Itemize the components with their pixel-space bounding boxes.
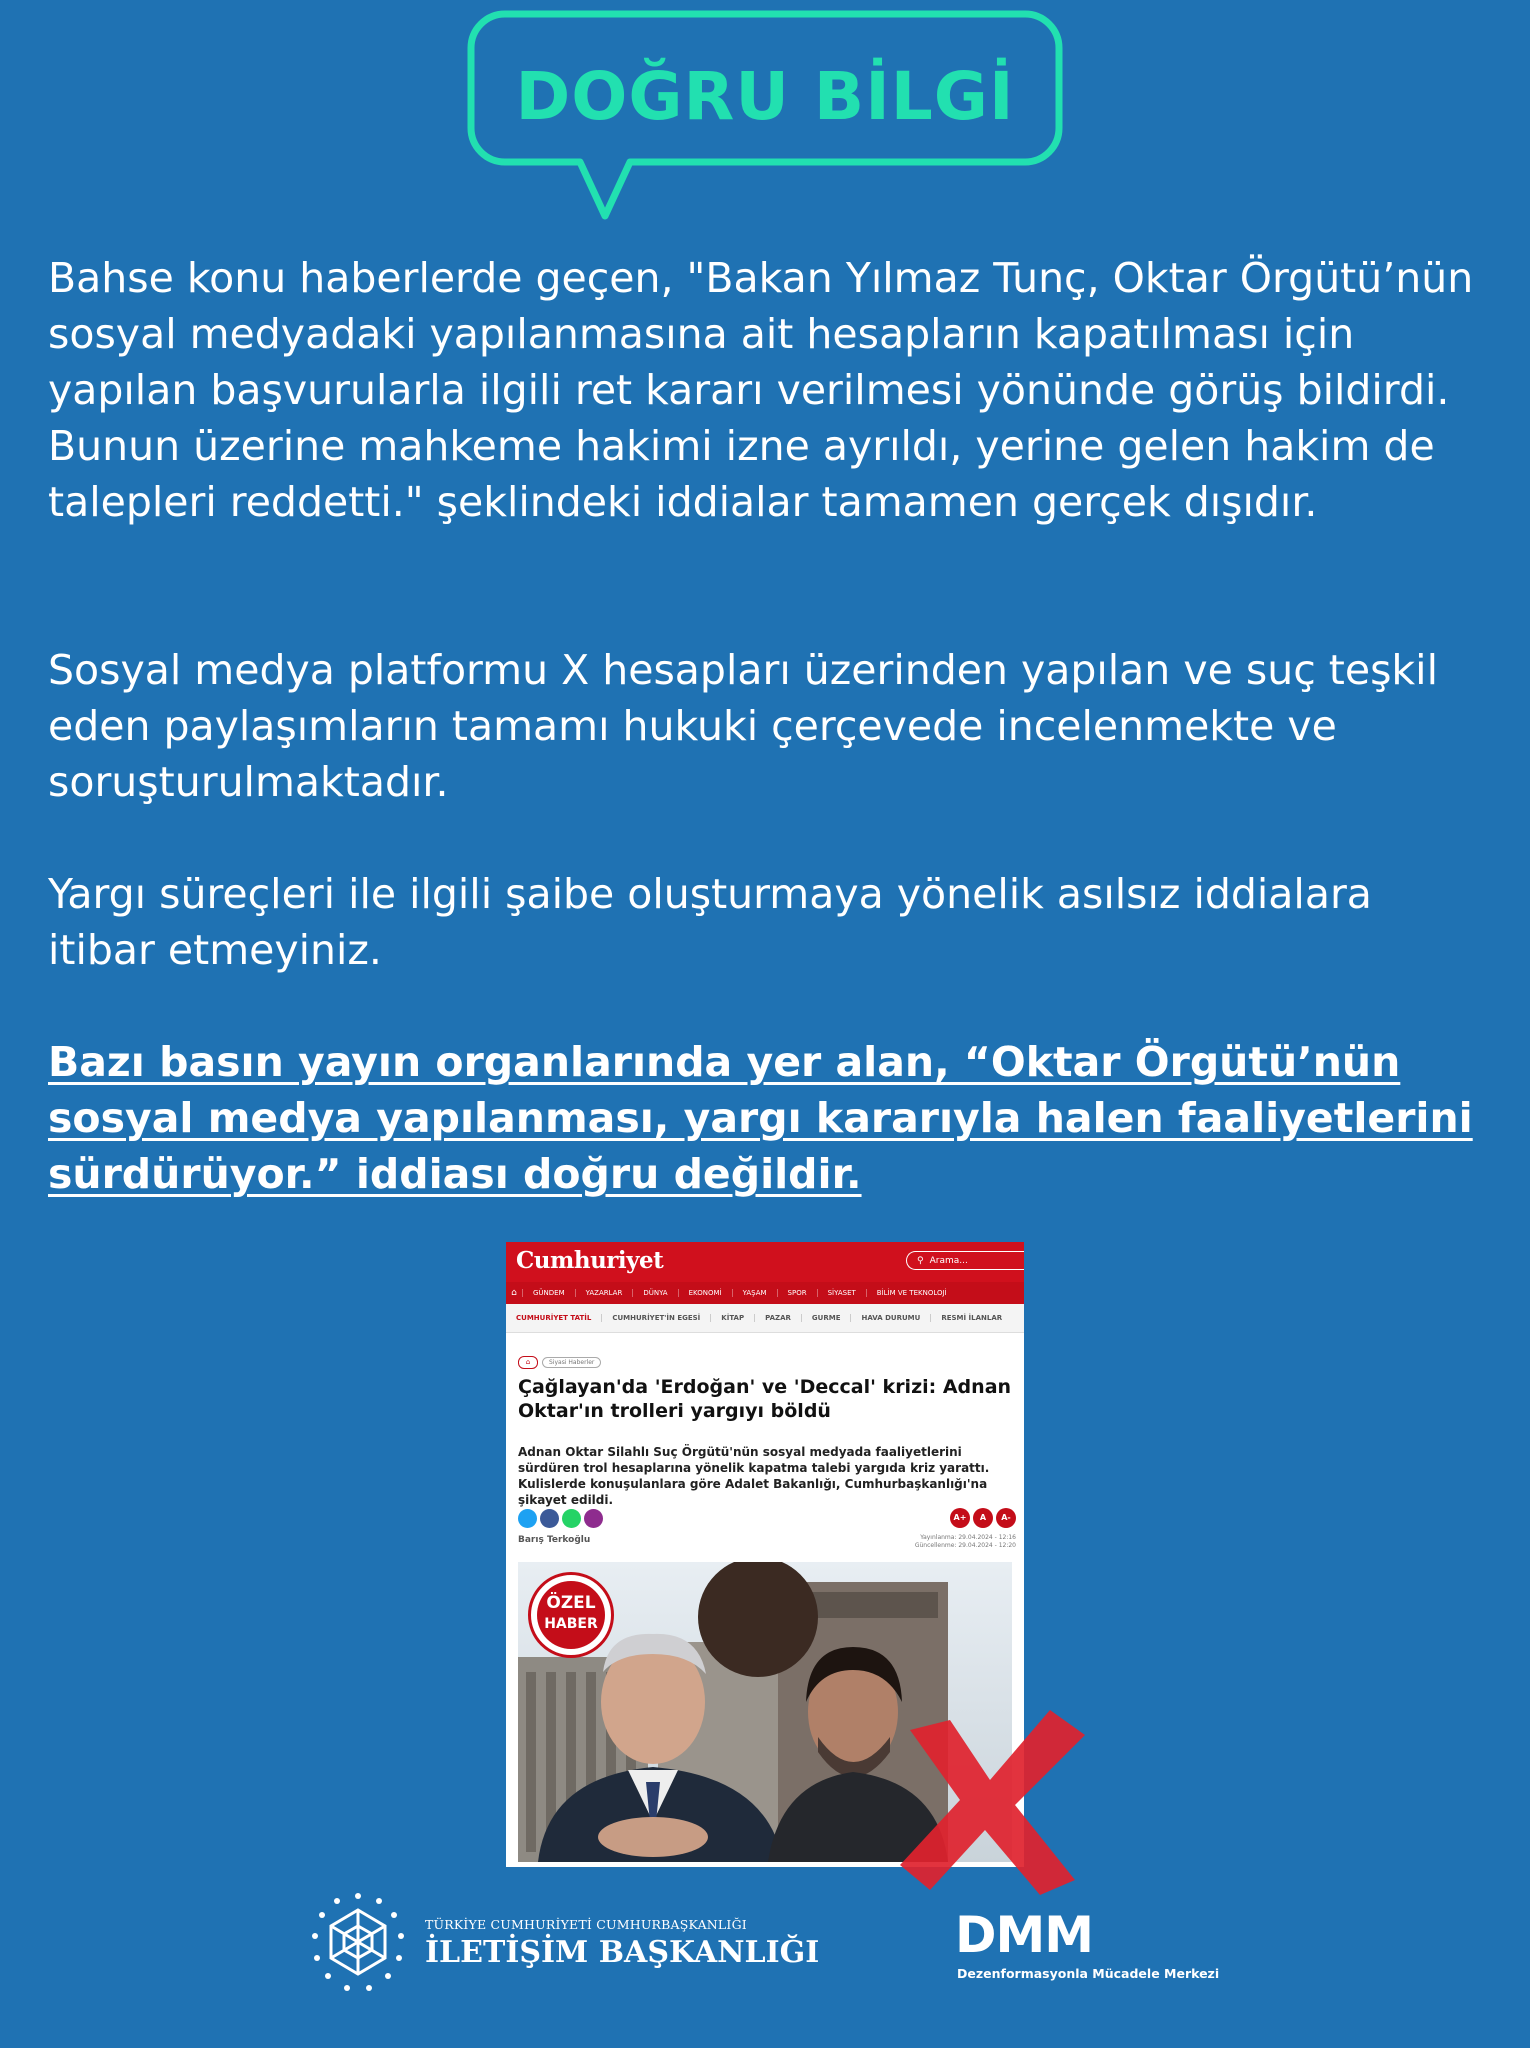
header-bubble (465, 8, 1065, 228)
dmm-wordmark: DMM (955, 1906, 1094, 1964)
nav-item: YAZARLAR (575, 1289, 633, 1297)
subnav-item: HAVA DURUMU (850, 1314, 930, 1322)
subnav-item: PAZAR (754, 1314, 801, 1322)
font-decrease-button: A- (996, 1508, 1016, 1528)
dmm-subtitle: Dezenformasyonla Mücadele Merkezi (957, 1966, 1220, 1981)
breadcrumb (518, 1356, 601, 1369)
paragraph-claim: Bahse konu haberlerde geçen, "Bakan Yılmaz Tunç, Oktar Örgütü’nün sosyal medyadaki yapılanmasına ait hesapların kapatılması için yapılan başvurularla ilgili ret kararı verilmesi yönünde görüş bildirdi. Bunun üzerine mahkeme hakimi izne ayrıldı, yerine gelen hakim de talepleri reddetti." şeklindeki iddialar tamamen gerçek dışıdır. (48, 254, 1474, 526)
subnav-item: KİTAP (710, 1314, 754, 1322)
breadcrumb-category: Siyasi Haberler (542, 1357, 601, 1368)
nav-item: BİLİM VE TEKNOLOJİ (866, 1289, 957, 1297)
news-sub-nav (506, 1304, 1024, 1333)
news-spot: Adnan Oktar Silahlı Suç Örgütü'nün sosyal medyada faaliyetlerini sürdüren trol hesaplarına yönelik kapatma talebi yargıda kriz yarattı. Kulislerde konuşulanlara göre Adalet Bakanlığı, Cumhurbaşkanlığı'na şikayet edildi. (518, 1445, 990, 1507)
search-placeholder: Arama... (929, 1256, 968, 1266)
subnav-item: GURME (801, 1314, 851, 1322)
badge-line-1: ÖZEL (546, 1593, 596, 1613)
nav-item: DÜNYA (632, 1289, 677, 1297)
facebook-icon (540, 1509, 559, 1528)
font-size-controls (950, 1508, 1016, 1528)
nav-item: YAŞAM (732, 1289, 777, 1297)
false-cross-icon (890, 1700, 1090, 1900)
paragraph-investigation: Sosyal medya platformu X hesapları üzerinden yapılan ve suç teşkil eden paylaşımların tamamı hukuki çerçevede incelenmekte ve soruşturulmaktadır. (48, 646, 1438, 806)
font-reset-button: A (973, 1508, 993, 1528)
subnav-item: CUMHURİYET'İN EGESİ (601, 1314, 710, 1322)
share-bar (518, 1509, 603, 1528)
iletisim-title: İLETİŞİM BAŞKANLIĞI (425, 1935, 820, 1970)
whatsapp-icon (562, 1509, 581, 1528)
news-dates (915, 1534, 1016, 1550)
twitter-icon (518, 1509, 537, 1528)
iletisim-baskanligi-logo (305, 1888, 820, 1998)
nav-item: SPOR (777, 1289, 817, 1297)
emphasis-statement: Bazı basın yayın organlarında yer alan, “Oktar Örgütü’nün sosyal medya yapılanması, yargı kararıyla halen faaliyetlerini sürdürüyor.” iddiası doğru değildir. (48, 1038, 1473, 1198)
iletisim-subtitle: TÜRKİYE CUMHURİYETİ CUMHURBAŞKANLIĞI (425, 1917, 747, 1932)
ozel-haber-badge (528, 1572, 614, 1658)
subnav-item: CUMHURİYET TATİL (516, 1314, 592, 1322)
mail-icon (584, 1509, 603, 1528)
news-site-header (506, 1242, 1024, 1282)
badge-line-2: HABER (544, 1616, 598, 1632)
paragraph-warning: Yargı süreçleri ile ilgili şaibe oluşturmaya yönelik asılsız iddialara itibar etmeyiniz. (48, 870, 1372, 974)
search-icon: ⚲ (917, 1256, 924, 1266)
news-headline: Çağlayan'da 'Erdoğan' ve 'Deccal' krizi: Adnan Oktar'ın trolleri yargıyı böldü (518, 1376, 1012, 1422)
page-title: DOĞRU BİLGİ (515, 58, 1015, 135)
news-site-logo: Cumhuriyet (516, 1247, 664, 1274)
dmm-logo (955, 1906, 1235, 1990)
presidential-emblem-icon (305, 1888, 411, 1998)
nav-item: SİYASET (817, 1289, 866, 1297)
nav-item: EKONOMİ (678, 1289, 732, 1297)
subnav-item: RESMİ İLANLAR (930, 1314, 1012, 1322)
published-date: Yayınlanma: 29.04.2024 - 12:16 (920, 1534, 1016, 1541)
nav-item: GÜNDEM (522, 1289, 575, 1297)
font-increase-button: A+ (950, 1508, 970, 1528)
updated-date: Güncellenme: 29.04.2024 - 12:20 (914, 1542, 1016, 1549)
news-main-nav (506, 1282, 1024, 1304)
news-search-box (906, 1251, 1024, 1270)
home-icon: ⌂ (511, 1288, 517, 1298)
breadcrumb-home-icon: ⌂ (518, 1356, 538, 1369)
news-author: Barış Terkoğlu (518, 1535, 591, 1545)
